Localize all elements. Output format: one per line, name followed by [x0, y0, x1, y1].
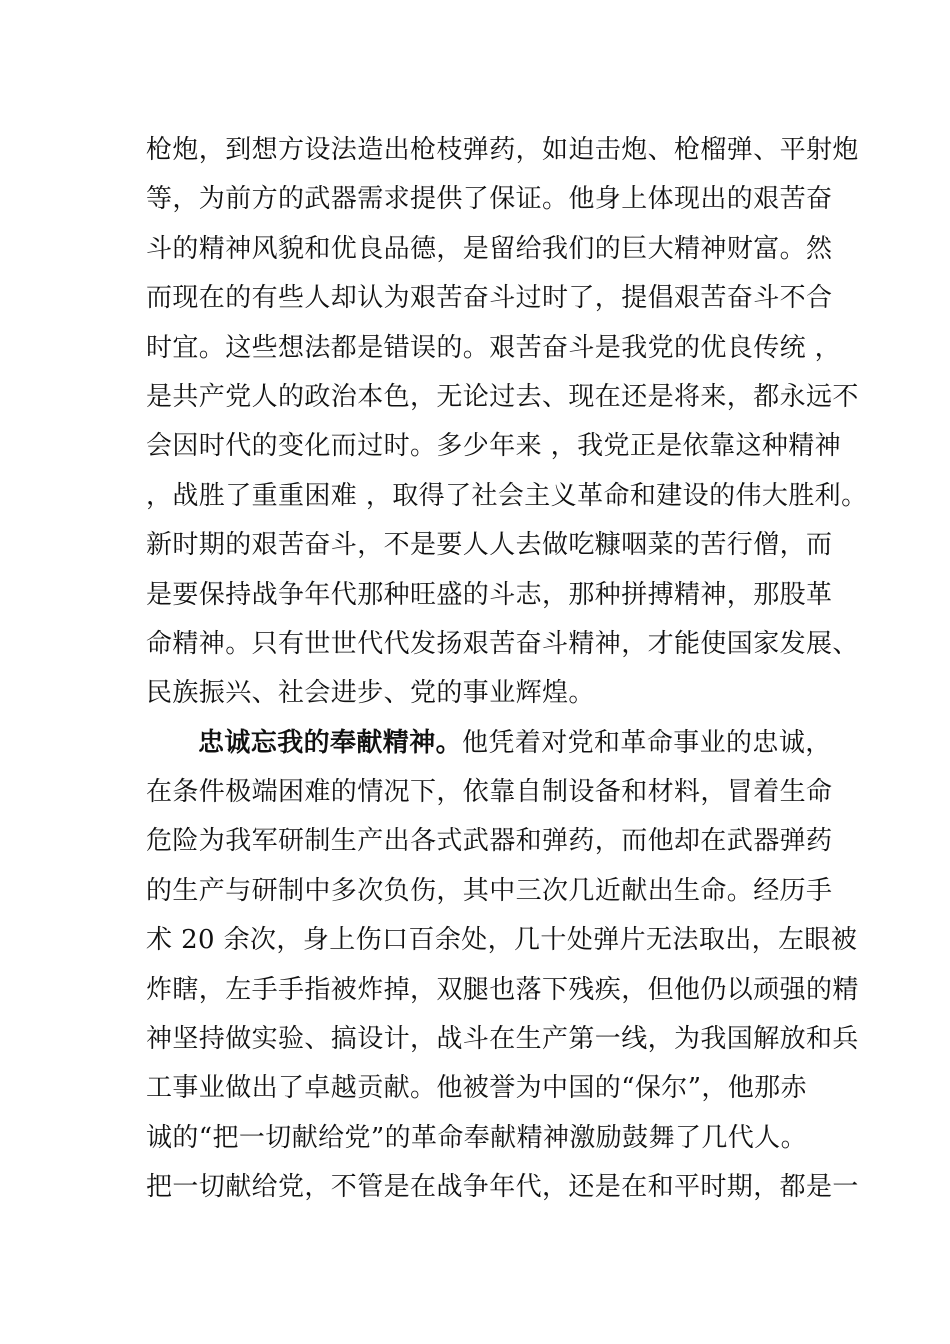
text-line: 危险为我军研制生产出各式武器和弹药，而他却在武器弹药 [146, 826, 833, 857]
text-run: 他凭着对党和革命事业的忠诚， [462, 727, 832, 758]
text-line: 命精神。只有世世代代发扬艰苦奋斗精神，才能使国家发展、 [146, 628, 859, 659]
text-line: 在条件极端困难的情况下，依靠自制设备和材料，冒着生命 [146, 777, 833, 808]
text-line: 等，为前方的武器需求提供了保证。他身上体现出的艰苦奋 [146, 184, 833, 215]
section-lead-heading: 忠诚忘我的奉献精神。 [198, 727, 463, 758]
text-line: 诚的“把一切献给党”的革命奉献精神激励鼓舞了几代人。 [146, 1122, 807, 1153]
text-line: 把一切献给党，不管是在战争年代，还是在和平时期，都是一 [146, 1172, 859, 1203]
text-line: 术 20 余次，身上伤口百余处，几十处弹片无法取出，左眼被 [146, 925, 858, 956]
paragraph-first-line [146, 719, 832, 768]
text-line: 工事业做出了卓越贡献。他被誉为中国的“保尔”，他那赤 [146, 1073, 807, 1104]
text-line: 是共产党人的政治本色，无论过去、现在还是将来，都永远不 [146, 381, 859, 412]
text-line: 会因时代的变化而过时。多少年来 ，我党正是依靠这种精神 [146, 431, 842, 462]
text-line: 炸瞎，左手手指被炸掉，双腿也落下残疾，但他仍以顽强的精 [146, 974, 859, 1005]
text-line: 枪炮，到想方设法造出枪枝弹药，如迫击炮、枪榴弹、平射炮 [146, 135, 859, 165]
text-line: 新时期的艰苦奋斗，不是要人人去做吃糠咽菜的苦行僧，而 [146, 530, 833, 561]
text-line: ，战胜了重重困难 ，取得了社会主义革命和建设的伟大胜利。 [146, 480, 868, 511]
text-line: 的生产与研制中多次负伤，其中三次几近献出生命。经历手 [146, 875, 833, 906]
text-line: 时宜。这些想法都是错误的。艰苦奋斗是我党的优良传统 ， [146, 332, 842, 363]
text-line: 民族振兴、社会进步、党的事业辉煌。 [146, 678, 595, 709]
document-body [146, 126, 868, 1213]
text-line: 神坚持做实验、搞设计，战斗在生产第一线，为我国解放和兵 [146, 1024, 859, 1055]
paragraph-hardship [146, 126, 868, 719]
text-line: 斗的精神风貌和优良品德，是留给我们的巨大精神财富。然 [146, 233, 833, 264]
text-line: 而现在的有些人却认为艰苦奋斗过时了，提倡艰苦奋斗不合 [146, 283, 833, 314]
text-line: 是要保持战争年代那种旺盛的斗志，那种拼搏精神，那股革 [146, 579, 833, 610]
paragraph-dedication [146, 719, 859, 1213]
